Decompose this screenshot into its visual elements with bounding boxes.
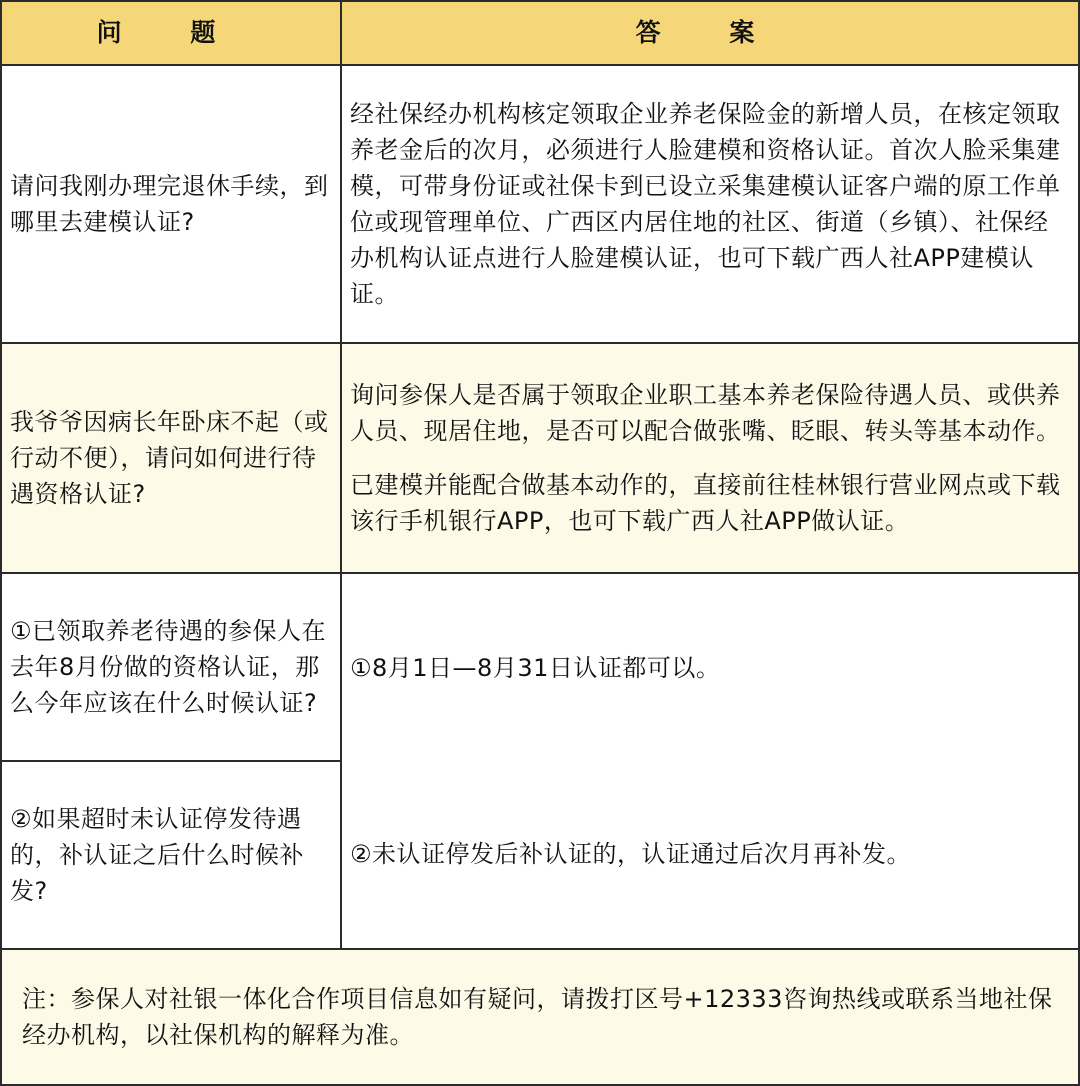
footer-note-text: 注：参保人对社银一体化合作项目信息如有疑问，请拨打区号+12333咨询热线或联系当地社保经办机构，以社保机构的解释为准。 bbox=[22, 985, 1053, 1049]
row-1-answer-text: 经社保经办机构核定领取企业养老保险金的新增人员，在核定领取养老金后的次月，必须进行人脸建模和资格认证。首次人脸采集建模，可带身份证或社保卡到已设立采集建模认证客户端的原工作单位或现管理单位、广西区内居住地的社区、街道（乡镇）、社保经办机构认证点进行人脸建模认证，也可下载广西人社APP建模认证。 bbox=[350, 100, 1061, 308]
header-question bbox=[0, 0, 342, 66]
row-2-answer-paragraph-1: 询问参保人是否属于领取企业职工基本养老保险待遇人员、或供养人员、现居住地，是否可以配合做张嘴、眨眼、转头等基本动作。 bbox=[350, 381, 1061, 445]
row-3-answer bbox=[340, 572, 1080, 762]
row-4-answer-text: ②未认证停发后补认证的，认证通过后次月再补发。 bbox=[350, 840, 912, 868]
header-answer-label: 答 案 bbox=[635, 18, 785, 47]
header-question-label: 问 题 bbox=[96, 18, 246, 47]
row-1-answer bbox=[340, 64, 1080, 344]
row-3-question-text: ①已领取养老待遇的参保人在去年8月份做的资格认证，那么今年应该在什么时候认证? bbox=[10, 617, 327, 717]
row-4-question bbox=[0, 760, 342, 950]
row-3-question bbox=[0, 572, 342, 762]
header-answer bbox=[340, 0, 1080, 66]
footer-note bbox=[0, 948, 1080, 1086]
row-2-answer bbox=[340, 342, 1080, 574]
row-2-question-text: 我爷爷因病长年卧床不起（或行动不便），请问如何进行待遇资格认证? bbox=[10, 408, 329, 508]
row-2-answer-paragraph-2: 已建模并能配合做基本动作的，直接前往桂林银行营业网点或下载该行手机银行APP，也可下载广西人社APP做认证。 bbox=[350, 471, 1061, 535]
row-1-question-text: 请问我刚办理完退休手续，到哪里去建模认证? bbox=[10, 172, 329, 236]
row-4-answer bbox=[340, 760, 1080, 950]
row-2-question bbox=[0, 342, 342, 574]
row-2-answer-body bbox=[350, 377, 1072, 539]
row-1-question bbox=[0, 64, 342, 344]
row-4-question-text: ②如果超时未认证停发待遇的，补认证之后什么时候补发? bbox=[10, 805, 304, 905]
row-3-answer-text: ①8月1日—8月31日认证都可以。 bbox=[350, 654, 721, 682]
